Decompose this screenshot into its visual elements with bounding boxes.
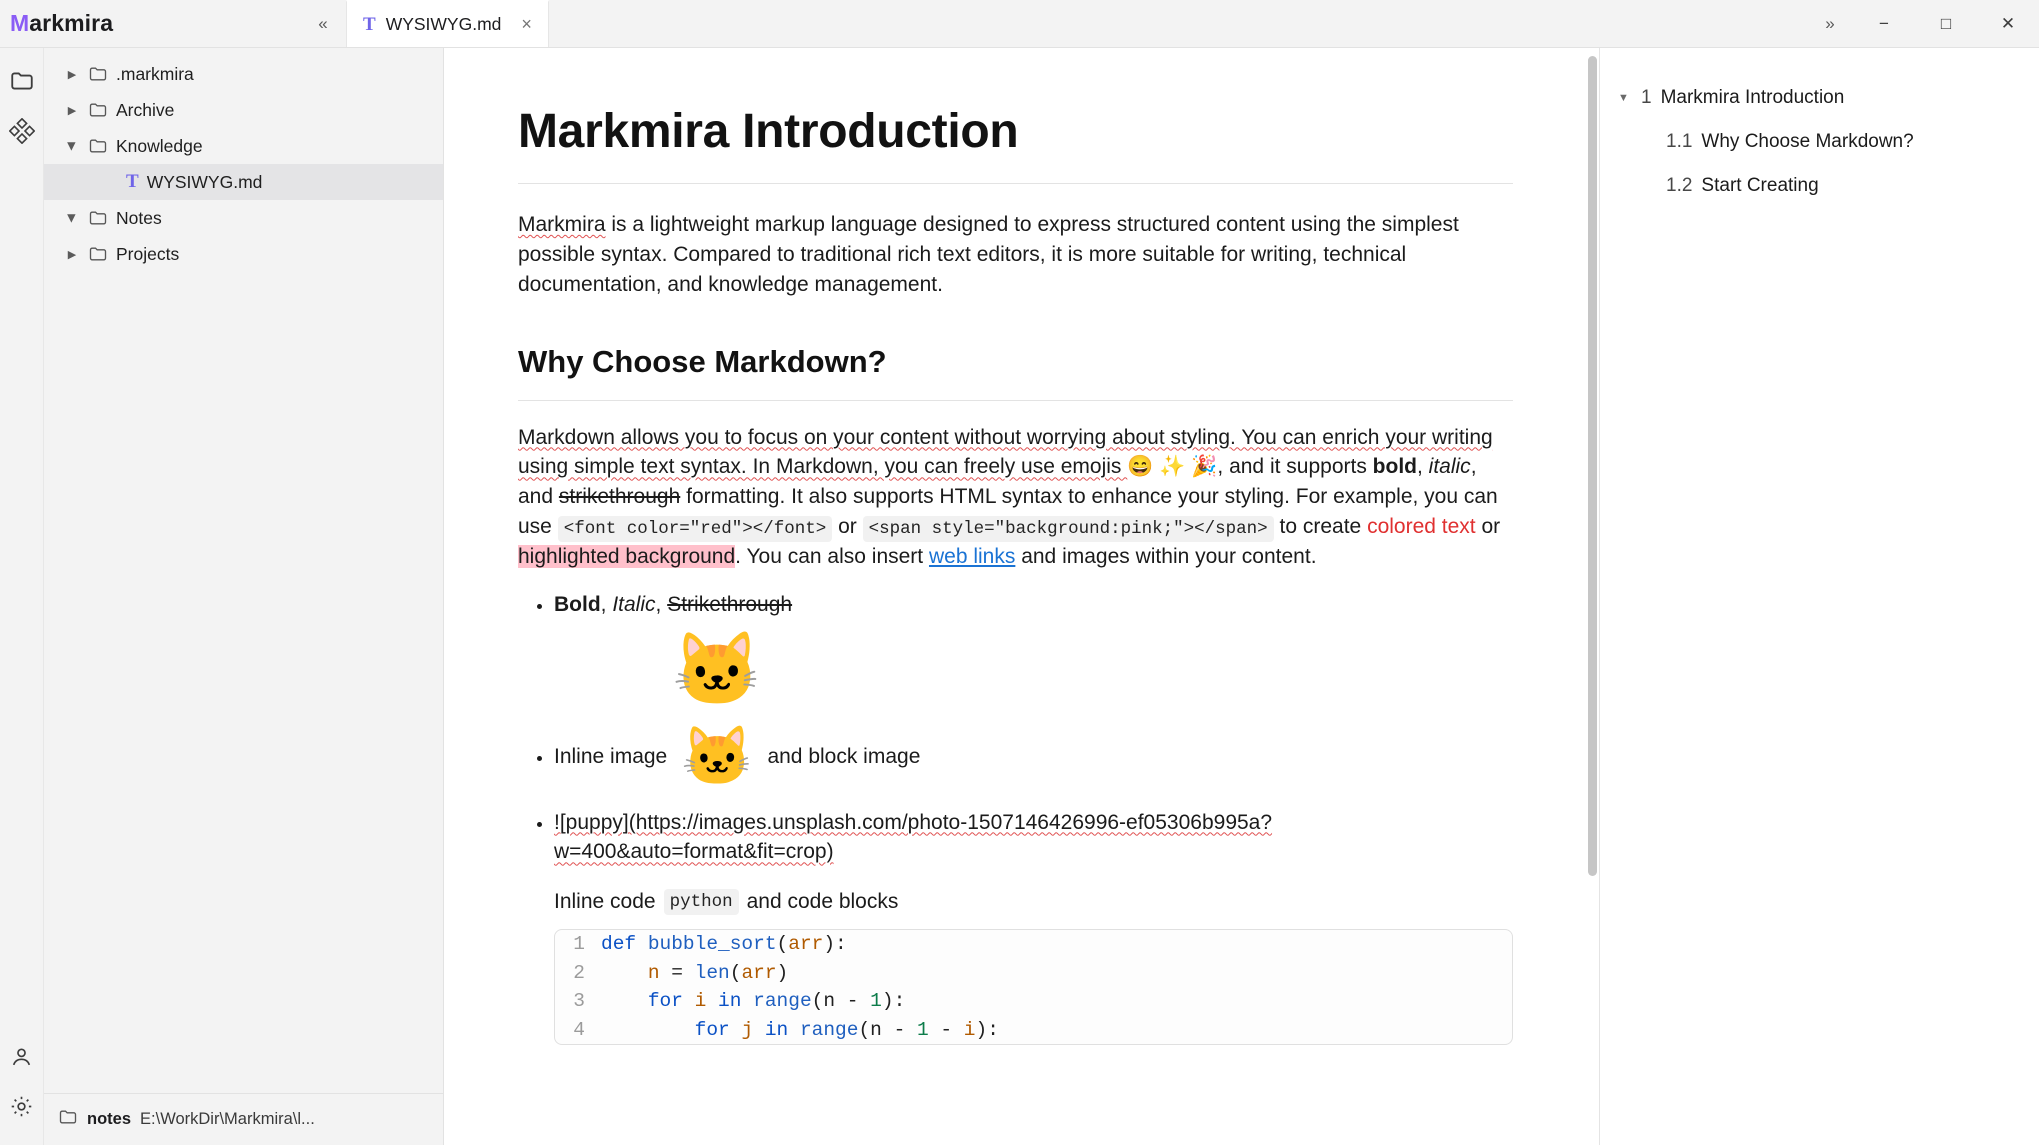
outline-item-number: 1 (1641, 87, 1652, 108)
code-line (555, 987, 1512, 1016)
intro-paragraph (518, 210, 1513, 299)
markdown-document[interactable] (444, 48, 1599, 1045)
body-sentence-1: Markdown allows you to focus on your content without worrying about styling. You can enrich your writing using simple text syntax. In Markdown, you can freely use emojis (518, 425, 1493, 479)
tree-item-archive[interactable] (44, 92, 443, 128)
app-logo-text: arkmira (29, 10, 114, 36)
close-window-button[interactable]: ✕ (2000, 13, 2016, 33)
minimize-button[interactable]: − (1879, 13, 1889, 33)
tab-strip-empty-space (549, 0, 1807, 47)
code-line-text: for i in range(n - 1): (647, 990, 906, 1013)
main-body (0, 48, 2039, 1145)
app-logo (0, 0, 300, 47)
sep-4: or (1475, 515, 1501, 539)
code-line-text: def bubble_sort(arr): (601, 933, 847, 956)
chevron-right-icon[interactable]: ▶ (67, 248, 77, 261)
workspace-name: notes (87, 1110, 132, 1128)
tree-item-wysiwyg-md[interactable] (44, 164, 443, 200)
body-sentence-10: and images within your content. (1015, 544, 1317, 568)
graph-icon[interactable] (5, 114, 39, 148)
list-sep-1: , (600, 592, 613, 616)
tree-item-label: Notes (116, 207, 162, 228)
tab-wysiwyg-md[interactable] (346, 0, 549, 47)
folder-icon (88, 208, 108, 228)
sep-1: , (1417, 455, 1429, 479)
highlighted-text-sample: highlighted background (518, 544, 736, 568)
folder-icon (58, 1107, 78, 1132)
chevron-down-icon[interactable]: ▼ (1618, 92, 1629, 104)
sep-3: or (832, 515, 863, 539)
files-icon[interactable] (5, 64, 39, 98)
code-line (555, 1016, 1512, 1045)
code-line-number: 1 (573, 933, 585, 956)
code-line-text: for j in range(n - 1 - i): (694, 1018, 999, 1041)
body-sentence-9: . You can also insert (735, 544, 929, 568)
colored-text-sample: colored text (1367, 515, 1476, 539)
code-line-number: 3 (573, 990, 585, 1013)
bold-sample: bold (1372, 455, 1417, 479)
account-icon[interactable] (5, 1039, 39, 1073)
file-explorer (44, 48, 444, 1145)
chevron-right-icon[interactable]: ▶ (67, 104, 77, 117)
collapse-sidebar-button[interactable]: « (318, 13, 328, 33)
emoji-run: 😄 ✨ 🎉 (1127, 455, 1218, 479)
editor-scrollbar[interactable] (1588, 56, 1597, 876)
italic-sample: italic (1428, 455, 1471, 479)
web-links-link[interactable]: web links (928, 544, 1016, 568)
code-line-number: 2 (573, 961, 585, 984)
maximize-button[interactable]: □ (1940, 13, 1952, 33)
intro-rest: is a lightweight markup language designed to express structured content using the simplest possible syntax. Compared to traditional rich text editors, it is more suitable for writing, technical documentation, and knowledge management. (518, 213, 1459, 296)
list-italic: Italic (612, 592, 656, 616)
code-line (555, 930, 1512, 959)
app-logo-mark: M (10, 10, 30, 36)
list-strikethrough: Strikethrough (667, 592, 793, 616)
outline-item-markmira-introduction[interactable] (1618, 76, 2021, 120)
tree-item-label: Knowledge (116, 135, 203, 156)
inline-image-label-before: • Inline image (554, 744, 668, 768)
folder-icon (88, 64, 108, 84)
code-note-row (554, 889, 1513, 915)
tree-item-knowledge[interactable] (44, 128, 443, 164)
markdown-file-icon: T (363, 13, 376, 35)
intro-lead-word: Markmira (518, 213, 606, 237)
file-tree (44, 48, 443, 1093)
sep-2: , and (518, 455, 1477, 509)
folder-icon (88, 100, 108, 120)
list-bold: Bold (554, 592, 601, 616)
inline-image-row (554, 723, 1513, 789)
code-line (555, 959, 1512, 988)
inline-image-label-after: and block image (767, 744, 921, 768)
outline-item-number: 1.2 (1666, 175, 1693, 196)
editor-pane[interactable] (444, 48, 1599, 1145)
chevron-down-icon[interactable]: ▶ (65, 141, 78, 151)
outline-item-label: Start Creating (1701, 175, 1819, 196)
activity-rail (0, 48, 44, 1145)
outline-item-label: Markmira Introduction (1660, 87, 1845, 108)
tab-title: WYSIWYG.md (385, 14, 502, 34)
tree-item-projects[interactable] (44, 236, 443, 272)
outline-item-why-choose-markdown[interactable] (1618, 120, 2021, 164)
list-item-image-markup (554, 808, 1513, 868)
settings-icon[interactable] (5, 1089, 39, 1123)
code-note-after: and code blocks (746, 890, 899, 914)
workspace-status-bar[interactable] (44, 1093, 443, 1145)
document-title: Markmira Introduction (518, 104, 1513, 184)
chevron-right-icon[interactable]: ▶ (67, 68, 77, 81)
code-line-number: 4 (573, 1018, 585, 1041)
section-heading-why-choose-markdown: Why Choose Markdown? (518, 344, 1513, 401)
code-note-before: Inline code (554, 890, 656, 914)
close-tab-icon[interactable]: × (521, 14, 532, 34)
body-paragraph (518, 423, 1513, 572)
workspace-path: E:\WorkDir\Markmira\l... (140, 1110, 315, 1128)
tab-strip (300, 0, 1853, 47)
list-item-formatting (554, 590, 1513, 710)
chevron-down-icon[interactable]: ▶ (65, 213, 78, 223)
code-block-python[interactable] (554, 929, 1513, 1045)
folder-icon (88, 244, 108, 264)
tree-item-label: Projects (116, 243, 180, 264)
list-item-inline-image (554, 723, 1513, 789)
feature-list (518, 590, 1513, 867)
tree-item-label: WYSIWYG.md (146, 171, 263, 192)
list-sep-2: , (655, 592, 668, 616)
inline-code-span-tag: <span style="background:pink;"></span> (863, 516, 1274, 542)
body-sentence-2: , and it supports (1217, 455, 1373, 479)
window-controls (1853, 0, 2039, 47)
outline-panel (1599, 48, 2039, 1145)
markdown-file-icon: T (126, 171, 139, 192)
expand-panel-button[interactable]: » (1825, 13, 1835, 33)
cat-emoji-inline-image: 🐱 (681, 723, 754, 789)
body-sentence-5: formatting. It also supports HTML syntax to enhance your styling. For example, you can use (518, 485, 1498, 539)
outline-item-start-creating[interactable] (1618, 164, 2021, 208)
outline-item-label: Why Choose Markdown? (1701, 131, 1914, 152)
cat-emoji-block-image: 🐱 (672, 629, 762, 710)
folder-icon (88, 136, 108, 156)
tree-item-label: Archive (116, 99, 175, 120)
tree-item-markmira[interactable] (44, 56, 443, 92)
strikethrough-sample: strikethrough (558, 485, 681, 509)
title-bar (0, 0, 2039, 48)
tree-item-notes[interactable] (44, 200, 443, 236)
code-line-text: n = len(arr) (647, 961, 789, 984)
tree-item-label: .markmira (116, 63, 194, 84)
image-markup-text: ![puppy](https://images.unsplash.com/photo-1507146426996-ef05306b995a?w=400&auto=format&fit=crop) (554, 810, 1273, 864)
body-sentence-7: to create (1273, 515, 1368, 539)
inline-code-font-tag: <font color="red"></font> (558, 516, 833, 542)
inline-code-python: python (664, 889, 739, 915)
outline-item-number: 1.1 (1666, 131, 1693, 152)
